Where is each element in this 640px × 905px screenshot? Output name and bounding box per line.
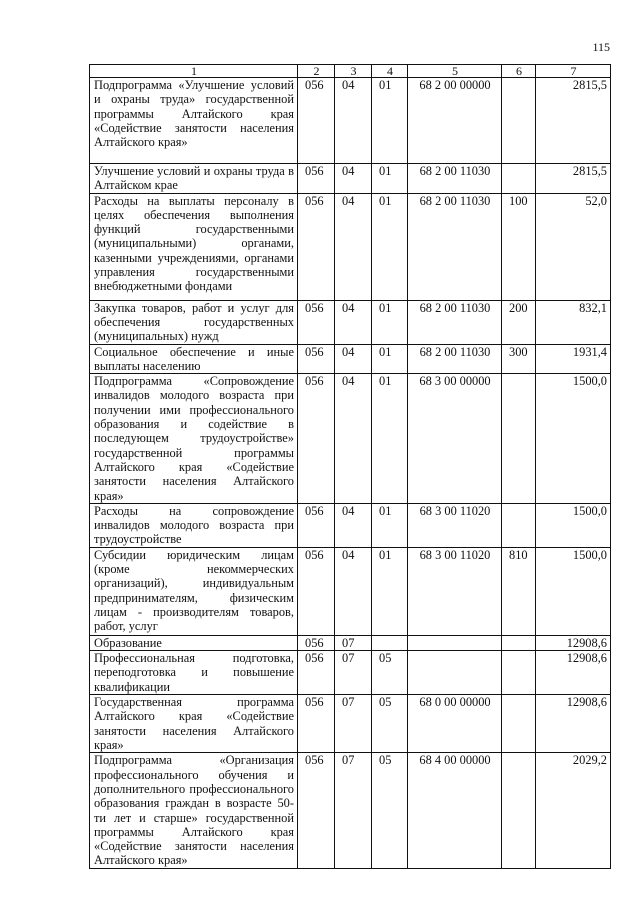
row-ministry: 056 — [298, 547, 335, 635]
row-subsection: 01 — [372, 78, 408, 164]
table-row — [90, 503, 611, 547]
row-target: 68 2 00 11030 — [408, 193, 502, 300]
row-section: 04 — [335, 344, 372, 374]
row-target: 68 2 00 11030 — [408, 300, 502, 344]
row-section: 04 — [335, 503, 372, 547]
row-ministry: 056 — [298, 164, 335, 194]
row-name: Улучшение условий и охраны труда в Алтайском крае — [90, 164, 298, 194]
row-expense-type — [502, 651, 536, 695]
row-amount: 12908,6 — [536, 695, 611, 753]
row-amount: 832,1 — [536, 300, 611, 344]
row-expense-type: 810 — [502, 547, 536, 635]
page-number: 115 — [592, 40, 610, 54]
row-ministry: 056 — [298, 193, 335, 300]
row-ministry: 056 — [298, 344, 335, 374]
column-header-subsection: 4 — [372, 65, 408, 78]
row-target: 68 3 00 00000 — [408, 374, 502, 504]
row-ministry: 056 — [298, 78, 335, 164]
row-subsection: 05 — [372, 651, 408, 695]
row-target: 68 0 00 00000 — [408, 695, 502, 753]
table-row — [90, 193, 611, 300]
row-name: Подпрограмма «Улучшение условий и охраны труда» государственной программы Алтайского края «Содействие занятости населения Алтайского края» — [90, 78, 298, 164]
row-amount: 2815,5 — [536, 164, 611, 194]
row-name: Расходы на выплаты персоналу в целях обеспечения выполнения функций государственными (муниципальными) органами, казенными учреждениями, органами управления государственными внебюджетными фондами — [90, 193, 298, 300]
row-section: 04 — [335, 164, 372, 194]
table-row — [90, 344, 611, 374]
row-amount: 2815,5 — [536, 78, 611, 164]
table-row — [90, 78, 611, 164]
row-subsection: 01 — [372, 374, 408, 504]
row-expense-type — [502, 695, 536, 753]
column-header-target: 5 — [408, 65, 502, 78]
row-name: Субсидии юридическим лицам (кроме некоммерческих организаций), индивидуальным предпринимателям, физическим лицам - производителям товаров, работ, услуг — [90, 547, 298, 635]
table-row — [90, 374, 611, 504]
row-name: Подпрограмма «Сопровождение инвалидов молодого возраста при получении ими профессионального образования и содействие в последующем трудоустройстве» государственной программы Алтайского края «Содействие занятости населения Алтайского края» — [90, 374, 298, 504]
row-subsection: 05 — [372, 695, 408, 753]
table-body — [90, 78, 611, 869]
row-ministry: 056 — [298, 695, 335, 753]
table-row — [90, 635, 611, 650]
row-target: 68 3 00 11020 — [408, 547, 502, 635]
row-amount: 1500,0 — [536, 547, 611, 635]
row-expense-type — [502, 635, 536, 650]
row-target: 68 2 00 11030 — [408, 164, 502, 194]
row-ministry: 056 — [298, 374, 335, 504]
row-expense-type: 300 — [502, 344, 536, 374]
row-subsection: 01 — [372, 344, 408, 374]
row-target: 68 2 00 11030 — [408, 344, 502, 374]
row-subsection: 01 — [372, 503, 408, 547]
row-target — [408, 635, 502, 650]
table-row — [90, 547, 611, 635]
table-row — [90, 300, 611, 344]
row-ministry: 056 — [298, 753, 335, 868]
column-header-section: 3 — [335, 65, 372, 78]
row-amount: 12908,6 — [536, 651, 611, 695]
column-header-amount: 7 — [536, 65, 611, 78]
row-amount: 12908,6 — [536, 635, 611, 650]
row-target — [408, 651, 502, 695]
row-expense-type — [502, 78, 536, 164]
column-header-ministry: 2 — [298, 65, 335, 78]
row-section: 07 — [335, 695, 372, 753]
row-amount: 52,0 — [536, 193, 611, 300]
row-subsection: 01 — [372, 547, 408, 635]
row-target: 68 4 00 00000 — [408, 753, 502, 868]
row-subsection — [372, 635, 408, 650]
row-amount: 1931,4 — [536, 344, 611, 374]
table-row — [90, 164, 611, 194]
row-amount: 2029,2 — [536, 753, 611, 868]
row-section: 07 — [335, 753, 372, 868]
row-subsection: 01 — [372, 300, 408, 344]
row-name: Закупка товаров, работ и услуг для обеспечения государственных (муниципальных) нужд — [90, 300, 298, 344]
row-name: Государственная программа Алтайского края «Содействие занятости населения Алтайского края» — [90, 695, 298, 753]
row-name: Образование — [90, 635, 298, 650]
row-expense-type — [502, 503, 536, 547]
row-ministry: 056 — [298, 300, 335, 344]
row-ministry: 056 — [298, 635, 335, 650]
row-ministry: 056 — [298, 651, 335, 695]
table-header-row — [90, 65, 611, 78]
row-name: Расходы на сопровождение инвалидов молодого возраста при трудоустройстве — [90, 503, 298, 547]
row-section: 04 — [335, 193, 372, 300]
row-section: 07 — [335, 635, 372, 650]
row-amount: 1500,0 — [536, 374, 611, 504]
row-section: 04 — [335, 374, 372, 504]
budget-table — [89, 64, 611, 869]
table-row — [90, 753, 611, 868]
column-header-name: 1 — [90, 65, 298, 78]
row-section: 04 — [335, 547, 372, 635]
row-section: 04 — [335, 78, 372, 164]
row-expense-type: 200 — [502, 300, 536, 344]
row-target: 68 3 00 11020 — [408, 503, 502, 547]
row-name: Профессиональная подготовка, переподготовка и повышение квалификации — [90, 651, 298, 695]
row-name: Подпрограмма «Организация профессионального обучения и дополнительного профессионального образования граждан в возрасте 50-ти лет и старше» государственной программы Алтайского края «Содействие занятости населения Алтайского края» — [90, 753, 298, 868]
row-expense-type — [502, 374, 536, 504]
table-row — [90, 651, 611, 695]
row-subsection: 05 — [372, 753, 408, 868]
column-header-expense-type: 6 — [502, 65, 536, 78]
row-target: 68 2 00 00000 — [408, 78, 502, 164]
row-expense-type — [502, 164, 536, 194]
row-amount: 1500,0 — [536, 503, 611, 547]
row-subsection: 01 — [372, 193, 408, 300]
row-ministry: 056 — [298, 503, 335, 547]
row-section: 04 — [335, 300, 372, 344]
row-expense-type: 100 — [502, 193, 536, 300]
row-name: Социальное обеспечение и иные выплаты населению — [90, 344, 298, 374]
table-row — [90, 695, 611, 753]
row-expense-type — [502, 753, 536, 868]
row-section: 07 — [335, 651, 372, 695]
row-subsection: 01 — [372, 164, 408, 194]
